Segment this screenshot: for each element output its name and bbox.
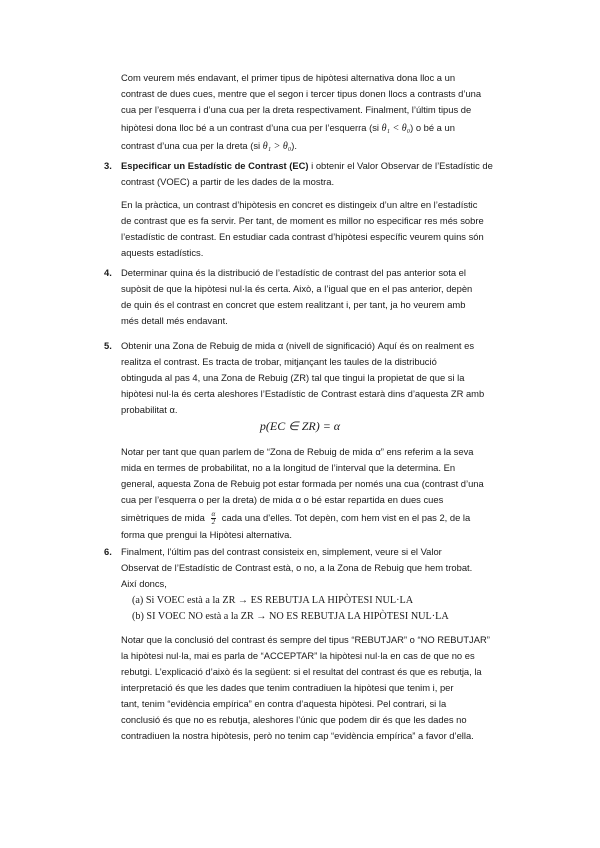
- alpha-half-fraction: $\frac{\alpha}{2}$: [211, 510, 216, 527]
- step-5-line-3: obtinguda al pas 4, una Zona de Rebuig (ZR) tal que tingui la propietat de que si la: [121, 372, 465, 383]
- step-5-line-4: hipòtesi nul·la és certa aleshores l’Estadístic de Contrast estarà dins d’aquesta ZR amb: [121, 388, 485, 399]
- step-6-line-3: Així doncs,: [121, 578, 167, 589]
- step-4-line-2: supòsit de que la hipòtesi nul·la és certa. Això, a l’igual que en el pas anterior, depèn: [121, 283, 473, 294]
- option-b: (b) SI VOEC NO està a la ZR → NO ES REBUTJA LA HIPÒTESI NUL·LA: [132, 611, 449, 622]
- intro-line-4: hipòtesi dona lloc bé a un contrast d’una cua per l’esquerra (si θ₁ < θ₀) o bé a un: [121, 122, 455, 134]
- step-3-heading: Especificar un Estadístic de Contrast (EC) i obtenir el Valor Observar de l’Estadístic de: [121, 160, 493, 171]
- step-5-heading: Obtenir una Zona de Rebuig de mida α (nivell de significació) Aquí és on realment es: [121, 340, 475, 351]
- theta-greater-formula: θ₁ > θ₀: [262, 141, 292, 152]
- step-5-line-2: realitza el contrast. Es tracta de trobar, mitjançant les taules de la distribució: [121, 356, 437, 367]
- option-a: (a) Si VOEC està a la ZR → ES REBUTJA LA HIPÒTESI NUL·LA: [132, 595, 414, 606]
- step-5-note-line-3: general, aquesta Zona de Rebuig pot estar formada per només una cua (contrast d’una: [121, 478, 484, 489]
- step-3-para-line-2: de contrast que es fa servir. Per tant, de moment es millor no especificar res més sobre: [121, 215, 484, 226]
- step-6-line-2: Observat de l’Estadístic de Contrast està, o no, a la Zona de Rebuig que hem trobat.: [121, 562, 473, 573]
- intro-line-5: contrast d’una cua per la dreta (si θ₁ > θ₀).: [121, 140, 298, 152]
- closing-line-3: rebutgi. L’explicació d’això és la següent: si el resultat del contrast és que es rebutja, la: [121, 666, 482, 677]
- closing-line-4: interpretació és que les dades que tenim contradiuen la hipòtesi que tenim i, per: [121, 682, 454, 693]
- step-3-number: 3.: [104, 160, 112, 171]
- step-5-note-line-1: Notar per tant que quan parlem de “Zona de Rebuig de mida α” ens referim a la seva: [121, 446, 474, 457]
- step-5-note-line-2: mida en termes de probabilitat, no a la longitud de l’interval que la determina. En: [121, 462, 456, 473]
- step-4-line-1: Determinar quina és la distribució de l’estadístic de contrast del pas anterior sota el: [121, 267, 466, 278]
- step-5-note-line-4: cua per l’esquerra o per la dreta) de mida α o bé estar repartida en dues cues: [121, 494, 444, 505]
- step-5-number: 5.: [104, 340, 112, 351]
- step-5-line-5: probabilitat α.: [121, 404, 178, 415]
- theta-less-formula: θ₁ < θ₀: [381, 123, 411, 134]
- step-6-line-1: Finalment, l’últim pas del contrast consisteix en, simplement, veure si el Valor: [121, 546, 442, 557]
- step-3-para-line-3: l’estadístic de contrast. En estudiar cada contrast d’hipòtesi específic veurem quins són: [121, 231, 484, 242]
- closing-line-6: conclusió és que no es rebutja, aleshores l’únic que podem dir és que les dades no: [121, 714, 467, 725]
- closing-line-1: Notar que la conclusió del contrast és sempre del tipus “REBUTJAR” o “NO REBUTJAR”: [121, 634, 490, 645]
- rejection-zone-formula: p(EC ∈ ZR) = α: [259, 419, 341, 433]
- intro-line-3: cua per l’esquerra i d’una cua per la dreta respectivament. Finalment, l’últim tipus de: [121, 104, 472, 115]
- closing-line-5: tant, tenim “evidència empírica” en contra d’aquesta hipòtesi. Pel contrari, si la: [121, 698, 447, 709]
- step-3-line-2: contrast (VOEC) a partir de les dades de la mostra.: [121, 176, 335, 187]
- step-4-number: 4.: [104, 267, 112, 278]
- step-3-para-line-4: aquests estadístics.: [121, 247, 204, 258]
- step-3-para-line-1: En la pràctica, un contrast d’hipòtesis en concret es distingeix d’un altre en l’estadístic: [121, 199, 478, 210]
- closing-line-2: la hipòtesi nul·la, mai es parla de “ACCEPTAR” la hipòtesi nul·la en cas de que no es: [121, 650, 475, 661]
- step-4-line-3: de quin és el contrast en concret que estem realitzant i, per tant, ja ho veurem amb: [121, 299, 466, 310]
- intro-line-1: Com veurem més endavant, el primer tipus de hipòtesi alternativa dona lloc a un: [121, 72, 456, 83]
- step-4-line-4: més detall més endavant.: [121, 315, 228, 326]
- intro-line-2: contrast de dues cues, mentre que el segon i tercer tipus donen llocs a contrasts d’una: [121, 88, 482, 99]
- closing-line-7: contradiuen la nostra hipòtesis, però no tenim cap “evidència empírica” a favor d’ella.: [121, 730, 474, 741]
- step-6-number: 6.: [104, 546, 112, 557]
- step-5-note-line-6: forma que prengui la Hipòtesi alternativa.: [121, 529, 292, 540]
- step-5-note-line-5: simètriques de mida $\frac{\alpha}{2}$ cada una d’elles. Tot depèn, com hem vist en el pas 2, de la: [121, 510, 471, 527]
